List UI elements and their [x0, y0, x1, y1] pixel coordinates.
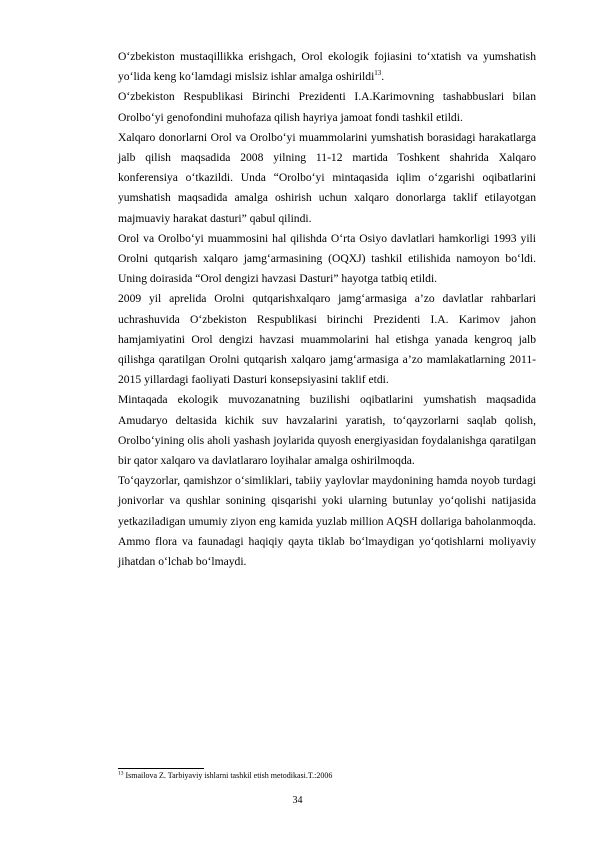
page-number: 34	[292, 795, 303, 806]
footnote	[118, 771, 332, 781]
paragraph-3	[118, 128, 536, 229]
paragraph-1	[118, 47, 536, 87]
paragraph-7	[118, 471, 536, 572]
body-text	[118, 47, 536, 572]
paragraph-5	[118, 289, 536, 390]
paragraph-1-text: O‘zbekiston mustaqillikka erishgach, Orol ekologik fojiasini to‘xtatish va yumshatish yo‘lida keng ko‘lamdagi mislsiz ishlar amalga oshirildi	[118, 50, 536, 84]
paragraph-6	[118, 390, 536, 471]
paragraph-2	[118, 87, 536, 127]
paragraph-1-end: .	[381, 70, 385, 84]
footnote-text: Ismailova Z. Tarbiyaviy ishlarni tashkil etish metodikasi.T.:2006	[123, 771, 333, 780]
paragraph-2-text: O‘zbekiston Respublikasi Birinchi Prezidenti I.A.Karimovning tashabbuslari bilan Orolbo‘yi genofondini muhofaza qilish hayriya jamoat fondi tashkil etildi.	[118, 90, 536, 124]
paragraph-7-text: To‘qayzorlar, qamishzor o‘simliklari, tabiiy yaylovlar maydonining hamda noyob turdagi jonivorlar va qushlar sonining qisqarishi yoki ularning butunlay yo‘qolishi natijasida yetkaziladigan umumiy ziyon eng kamida yuzlab million AQSH dollariga baholanmoqda. Ammo flora va faunadagi haqiqiy qayta tiklab bo‘lmaydigan yo‘qotishlarni moliyaviy jihatdan o‘lchab bo‘lmaydi.	[118, 474, 536, 569]
footnote-marker: 13	[118, 770, 124, 777]
paragraph-4-text: Orol va Orolbo‘yi muammosini hal qilishda O‘rta Osiyo davlatlari hamkorligi 1993 yili Orolni qutqarish xalqaro jamg‘armasining (OQXJ) tashkil etilishida namoyon bo‘ldi. Uning doirasida “Orol dengizi havzasi Dasturi” hayotga tatbiq etildi.	[118, 231, 536, 286]
paragraph-6-text: Mintaqada ekologik muvozanatning buzilishi oqibatlarini yumshatish maqsadida Amudaryo deltasida kichik suv havzalarini yaratish, to‘qayzorlarni saqlab qolish, Orolbo‘yining olis aholi yashash joylarida quyosh energiyasidan foydalanishga qaratilgan bir qator xalqaro va davlatlararo loyihalar amalga oshirilmoqda.	[118, 393, 536, 468]
footnote-reference[interactable]: 13	[374, 69, 382, 78]
paragraph-4	[118, 229, 536, 290]
paragraph-5-text: 2009 yil aprelida Orolni qutqarishxalqaro jamg‘armasiga a’zo davlatlar rahbarlari uchrashuvida O‘zbekiston Respublikasi birinchi Prezidenti I.A. Karimov jahon hamjamiyatini Orol dengizi havzasi muammolarini hal etishga yanada kengroq jalb qilishga qaratilgan Orolni qutqarish xalqaro jamg‘armasiga a’zo mamlakatlarning 2011-2015 yillardagi faoliyati Dasturi konsepsiyasini taklif etdi.	[118, 292, 536, 387]
footnote-separator	[118, 768, 204, 769]
paragraph-3-text: Xalqaro donorlarni Orol va Orolbo‘yi muammolarini yumshatish borasidagi harakatlarga jalb qilish maqsadida 2008 yilning 11-12 martida Toshkent shahrida Xalqaro konferensiya o‘tkazildi. Unda “Orolbo‘yi mintaqasida iqlim o‘zgarishi oqibatlarini yumshatish maqsadida amalga oshirish uchun xalqaro donorlarga taklif etilayotgan majmuaviy harakat dasturi” qabul qilindi.	[118, 130, 536, 225]
